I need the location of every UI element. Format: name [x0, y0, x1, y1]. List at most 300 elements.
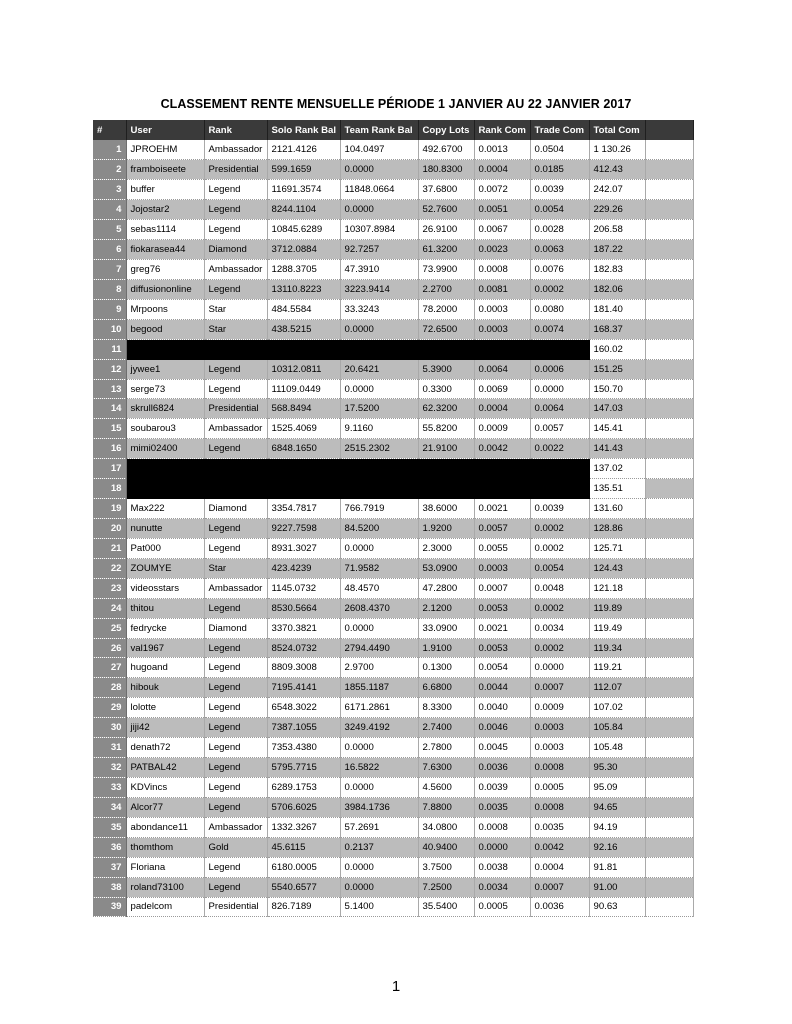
table-row [93, 897, 693, 917]
redacted-cell [126, 339, 204, 359]
team-rank-bal-cell: 0.0000 [340, 618, 418, 638]
copy-lots-cell: 53.0900 [418, 558, 474, 578]
row-index: 16 [93, 439, 126, 459]
team-rank-bal-cell: 1855.1187 [340, 678, 418, 698]
rank-com-cell: 0.0039 [474, 778, 530, 798]
trade-com-cell: 0.0009 [530, 698, 589, 718]
solo-rank-bal-cell: 5540.6577 [267, 877, 340, 897]
row-index: 9 [93, 299, 126, 319]
team-rank-bal-cell: 0.0000 [340, 877, 418, 897]
copy-lots-cell: 5.3900 [418, 359, 474, 379]
rank-cell: Diamond [204, 618, 267, 638]
user-cell: begood [126, 319, 204, 339]
copy-lots-cell: 0.1300 [418, 658, 474, 678]
total-com-cell: 206.58 [589, 220, 645, 240]
redacted-cell [267, 459, 340, 479]
empty-cell [645, 817, 693, 837]
rank-com-cell: 0.0003 [474, 558, 530, 578]
solo-rank-bal-cell: 45.6115 [267, 837, 340, 857]
team-rank-bal-cell: 3223.9414 [340, 279, 418, 299]
rank-com-cell: 0.0036 [474, 758, 530, 778]
team-rank-bal-cell: 11848.0664 [340, 180, 418, 200]
empty-cell [645, 638, 693, 658]
trade-com-cell: 0.0036 [530, 897, 589, 917]
user-cell: sebas1114 [126, 220, 204, 240]
empty-cell [645, 220, 693, 240]
team-rank-bal-cell: 9.1160 [340, 419, 418, 439]
solo-rank-bal-cell: 6289.1753 [267, 778, 340, 798]
rank-cell: Legend [204, 359, 267, 379]
total-com-cell: 91.00 [589, 877, 645, 897]
team-rank-bal-cell: 71.9582 [340, 558, 418, 578]
row-index: 2 [93, 160, 126, 180]
user-cell: lolotte [126, 698, 204, 718]
row-index: 13 [93, 379, 126, 399]
rank-com-cell: 0.0046 [474, 718, 530, 738]
empty-cell [645, 240, 693, 260]
solo-rank-bal-cell: 10312.0811 [267, 359, 340, 379]
row-index: 5 [93, 220, 126, 240]
copy-lots-cell: 40.9400 [418, 837, 474, 857]
row-index: 14 [93, 399, 126, 419]
solo-rank-bal-cell: 1525.4069 [267, 419, 340, 439]
solo-rank-bal-cell: 1145.0732 [267, 578, 340, 598]
copy-lots-cell: 2.2700 [418, 279, 474, 299]
table-row [93, 698, 693, 718]
total-com-cell: 124.43 [589, 558, 645, 578]
redacted-cell [474, 479, 530, 499]
user-cell: padelcom [126, 897, 204, 917]
row-index: 19 [93, 499, 126, 519]
empty-cell [645, 459, 693, 479]
total-com-cell: 242.07 [589, 180, 645, 200]
table-row [93, 439, 693, 459]
user-cell: hugoand [126, 658, 204, 678]
row-index: 20 [93, 519, 126, 539]
rank-cell: Presidential [204, 160, 267, 180]
column-header-rank: Rank [204, 120, 267, 140]
team-rank-bal-cell: 10307.8984 [340, 220, 418, 240]
row-index: 10 [93, 319, 126, 339]
rank-com-cell: 0.0007 [474, 578, 530, 598]
team-rank-bal-cell: 57.2691 [340, 817, 418, 837]
team-rank-bal-cell: 2.9700 [340, 658, 418, 678]
row-index: 11 [93, 339, 126, 359]
table-row [93, 558, 693, 578]
rank-cell: Ambassador [204, 140, 267, 160]
team-rank-bal-cell: 104.0497 [340, 140, 418, 160]
user-cell: buffer [126, 180, 204, 200]
redacted-table-row [93, 479, 693, 499]
table-row [93, 678, 693, 698]
column-header-solo-rank-bal: Solo Rank Bal [267, 120, 340, 140]
solo-rank-bal-cell: 6548.3022 [267, 698, 340, 718]
row-index: 37 [93, 857, 126, 877]
team-rank-bal-cell: 20.6421 [340, 359, 418, 379]
team-rank-bal-cell: 84.5200 [340, 519, 418, 539]
trade-com-cell: 0.0076 [530, 260, 589, 280]
copy-lots-cell: 6.6800 [418, 678, 474, 698]
table-row [93, 778, 693, 798]
redacted-cell [418, 339, 474, 359]
rank-com-cell: 0.0003 [474, 319, 530, 339]
user-cell: fiokarasea44 [126, 240, 204, 260]
redacted-cell [340, 339, 418, 359]
user-cell: thitou [126, 598, 204, 618]
column-header-user: User [126, 120, 204, 140]
table-row [93, 399, 693, 419]
rank-com-cell: 0.0021 [474, 618, 530, 638]
rank-cell: Ambassador [204, 817, 267, 837]
empty-cell [645, 399, 693, 419]
rank-com-cell: 0.0040 [474, 698, 530, 718]
copy-lots-cell: 1.9200 [418, 519, 474, 539]
row-index: 22 [93, 558, 126, 578]
table-row [93, 279, 693, 299]
copy-lots-cell: 0.3300 [418, 379, 474, 399]
trade-com-cell: 0.0002 [530, 538, 589, 558]
table-row [93, 738, 693, 758]
user-cell: ZOUMYE [126, 558, 204, 578]
user-cell: roland73100 [126, 877, 204, 897]
user-cell: Max222 [126, 499, 204, 519]
total-com-cell: 150.70 [589, 379, 645, 399]
copy-lots-cell: 7.2500 [418, 877, 474, 897]
team-rank-bal-cell: 47.3910 [340, 260, 418, 280]
user-cell: Floriana [126, 857, 204, 877]
rank-com-cell: 0.0034 [474, 877, 530, 897]
user-cell: jywee1 [126, 359, 204, 379]
row-index: 6 [93, 240, 126, 260]
total-com-cell: 181.40 [589, 299, 645, 319]
redacted-cell [340, 459, 418, 479]
copy-lots-cell: 73.9900 [418, 260, 474, 280]
user-cell: denath72 [126, 738, 204, 758]
rank-cell: Legend [204, 877, 267, 897]
trade-com-cell: 0.0003 [530, 738, 589, 758]
page-number: 1 [391, 978, 401, 995]
table-body [93, 140, 693, 917]
trade-com-cell: 0.0000 [530, 379, 589, 399]
total-com-cell: 119.49 [589, 618, 645, 638]
trade-com-cell: 0.0057 [530, 419, 589, 439]
total-com-cell: 131.60 [589, 499, 645, 519]
rank-cell: Legend [204, 738, 267, 758]
rank-com-cell: 0.0072 [474, 180, 530, 200]
solo-rank-bal-cell: 5795.7715 [267, 758, 340, 778]
rank-com-cell: 0.0067 [474, 220, 530, 240]
total-com-cell: 168.37 [589, 319, 645, 339]
rank-com-cell: 0.0013 [474, 140, 530, 160]
solo-rank-bal-cell: 8244.1104 [267, 200, 340, 220]
copy-lots-cell: 2.7400 [418, 718, 474, 738]
row-index: 36 [93, 837, 126, 857]
total-com-cell: 119.89 [589, 598, 645, 618]
row-index: 25 [93, 618, 126, 638]
rank-com-cell: 0.0000 [474, 837, 530, 857]
user-cell: framboiseete [126, 160, 204, 180]
user-cell: Jojostar2 [126, 200, 204, 220]
empty-cell [645, 200, 693, 220]
rank-com-cell: 0.0038 [474, 857, 530, 877]
trade-com-cell: 0.0022 [530, 439, 589, 459]
redacted-cell [418, 459, 474, 479]
solo-rank-bal-cell: 438.5215 [267, 319, 340, 339]
user-cell: Alcor77 [126, 797, 204, 817]
rank-com-cell: 0.0051 [474, 200, 530, 220]
redacted-cell [204, 479, 267, 499]
rank-com-cell: 0.0057 [474, 519, 530, 539]
rank-com-cell: 0.0054 [474, 658, 530, 678]
total-com-cell: 95.09 [589, 778, 645, 798]
solo-rank-bal-cell: 826.7189 [267, 897, 340, 917]
solo-rank-bal-cell: 7195.4141 [267, 678, 340, 698]
rank-com-cell: 0.0053 [474, 638, 530, 658]
trade-com-cell: 0.0063 [530, 240, 589, 260]
rank-cell: Diamond [204, 240, 267, 260]
row-index: 33 [93, 778, 126, 798]
rank-cell: Diamond [204, 499, 267, 519]
rank-cell: Ambassador [204, 260, 267, 280]
copy-lots-cell: 4.5600 [418, 778, 474, 798]
redacted-cell [418, 479, 474, 499]
total-com-cell: 128.86 [589, 519, 645, 539]
empty-cell [645, 877, 693, 897]
redacted-table-row [93, 339, 693, 359]
rank-cell: Star [204, 558, 267, 578]
rank-com-cell: 0.0008 [474, 260, 530, 280]
empty-cell [645, 857, 693, 877]
rank-com-cell: 0.0009 [474, 419, 530, 439]
total-com-cell: 119.21 [589, 658, 645, 678]
rank-com-cell: 0.0044 [474, 678, 530, 698]
empty-cell [645, 698, 693, 718]
table-row [93, 837, 693, 857]
user-cell: fedrycke [126, 618, 204, 638]
total-com-cell: 229.26 [589, 200, 645, 220]
redacted-cell [267, 339, 340, 359]
user-cell: JPROEHM [126, 140, 204, 160]
empty-cell [645, 519, 693, 539]
trade-com-cell: 0.0064 [530, 399, 589, 419]
column-header-rank-com: Rank Com [474, 120, 530, 140]
team-rank-bal-cell: 6171.2861 [340, 698, 418, 718]
copy-lots-cell: 8.3300 [418, 698, 474, 718]
table-row [93, 857, 693, 877]
rank-cell: Legend [204, 279, 267, 299]
empty-cell [645, 339, 693, 359]
total-com-cell: 119.34 [589, 638, 645, 658]
user-cell: skrull6824 [126, 399, 204, 419]
trade-com-cell: 0.0002 [530, 638, 589, 658]
total-com-cell: 135.51 [589, 479, 645, 499]
solo-rank-bal-cell: 7353.4380 [267, 738, 340, 758]
row-index: 27 [93, 658, 126, 678]
total-com-cell: 112.07 [589, 678, 645, 698]
rank-cell: Legend [204, 200, 267, 220]
rank-com-cell: 0.0003 [474, 299, 530, 319]
user-cell: nunutte [126, 519, 204, 539]
rank-com-cell: 0.0021 [474, 499, 530, 519]
empty-cell [645, 538, 693, 558]
empty-cell [645, 578, 693, 598]
user-cell: KDVincs [126, 778, 204, 798]
empty-cell [645, 299, 693, 319]
row-index: 30 [93, 718, 126, 738]
copy-lots-cell: 2.3000 [418, 538, 474, 558]
row-index: 23 [93, 578, 126, 598]
trade-com-cell: 0.0007 [530, 678, 589, 698]
solo-rank-bal-cell: 8931.3027 [267, 538, 340, 558]
table-row [93, 419, 693, 439]
team-rank-bal-cell: 0.0000 [340, 778, 418, 798]
total-com-cell: 94.65 [589, 797, 645, 817]
team-rank-bal-cell: 0.0000 [340, 857, 418, 877]
table-row [93, 578, 693, 598]
trade-com-cell: 0.0048 [530, 578, 589, 598]
copy-lots-cell: 35.5400 [418, 897, 474, 917]
copy-lots-cell: 55.8200 [418, 419, 474, 439]
user-cell: mimi02400 [126, 439, 204, 459]
table-row [93, 877, 693, 897]
total-com-cell: 1 130.26 [589, 140, 645, 160]
rank-cell: Star [204, 319, 267, 339]
redacted-cell [474, 339, 530, 359]
total-com-cell: 145.41 [589, 419, 645, 439]
solo-rank-bal-cell: 13110.8223 [267, 279, 340, 299]
solo-rank-bal-cell: 3370.3821 [267, 618, 340, 638]
solo-rank-bal-cell: 599.1659 [267, 160, 340, 180]
rank-cell: Legend [204, 698, 267, 718]
rank-cell: Presidential [204, 897, 267, 917]
table-row [93, 359, 693, 379]
user-cell: Pat000 [126, 538, 204, 558]
trade-com-cell: 0.0035 [530, 817, 589, 837]
solo-rank-bal-cell: 3354.7817 [267, 499, 340, 519]
solo-rank-bal-cell: 1332.3267 [267, 817, 340, 837]
rank-cell: Gold [204, 837, 267, 857]
total-com-cell: 90.63 [589, 897, 645, 917]
total-com-cell: 105.84 [589, 718, 645, 738]
solo-rank-bal-cell: 2121.4126 [267, 140, 340, 160]
column-header-empty [645, 120, 693, 140]
empty-cell [645, 738, 693, 758]
total-com-cell: 121.18 [589, 578, 645, 598]
trade-com-cell: 0.0002 [530, 279, 589, 299]
empty-cell [645, 279, 693, 299]
empty-cell [645, 618, 693, 638]
team-rank-bal-cell: 16.5822 [340, 758, 418, 778]
total-com-cell: 92.16 [589, 837, 645, 857]
redacted-cell [204, 459, 267, 479]
rank-com-cell: 0.0008 [474, 817, 530, 837]
copy-lots-cell: 72.6500 [418, 319, 474, 339]
rank-cell: Legend [204, 778, 267, 798]
copy-lots-cell: 34.0800 [418, 817, 474, 837]
rank-cell: Legend [204, 379, 267, 399]
trade-com-cell: 0.0080 [530, 299, 589, 319]
row-index: 18 [93, 479, 126, 499]
rank-com-cell: 0.0023 [474, 240, 530, 260]
column-header-trade-com: Trade Com [530, 120, 589, 140]
table-row [93, 538, 693, 558]
row-index: 3 [93, 180, 126, 200]
rank-cell: Legend [204, 180, 267, 200]
trade-com-cell: 0.0185 [530, 160, 589, 180]
solo-rank-bal-cell: 8530.5664 [267, 598, 340, 618]
row-index: 35 [93, 817, 126, 837]
row-index: 31 [93, 738, 126, 758]
rank-com-cell: 0.0045 [474, 738, 530, 758]
user-cell: diffusiononline [126, 279, 204, 299]
copy-lots-cell: 62.3200 [418, 399, 474, 419]
trade-com-cell: 0.0039 [530, 180, 589, 200]
rank-com-cell: 0.0035 [474, 797, 530, 817]
copy-lots-cell: 1.9100 [418, 638, 474, 658]
trade-com-cell: 0.0074 [530, 319, 589, 339]
empty-cell [645, 319, 693, 339]
rank-cell: Legend [204, 638, 267, 658]
row-index: 26 [93, 638, 126, 658]
column-header-total-com: Total Com [589, 120, 645, 140]
empty-cell [645, 479, 693, 499]
copy-lots-cell: 33.0900 [418, 618, 474, 638]
redacted-cell [267, 479, 340, 499]
solo-rank-bal-cell: 11109.0449 [267, 379, 340, 399]
solo-rank-bal-cell: 11691.3574 [267, 180, 340, 200]
copy-lots-cell: 61.3200 [418, 240, 474, 260]
empty-cell [645, 379, 693, 399]
empty-cell [645, 598, 693, 618]
solo-rank-bal-cell: 10845.6289 [267, 220, 340, 240]
user-cell: hibouk [126, 678, 204, 698]
rank-com-cell: 0.0004 [474, 399, 530, 419]
empty-cell [645, 260, 693, 280]
total-com-cell: 182.06 [589, 279, 645, 299]
redacted-cell [204, 339, 267, 359]
rank-cell: Legend [204, 439, 267, 459]
user-cell: Mrpoons [126, 299, 204, 319]
rank-cell: Legend [204, 519, 267, 539]
total-com-cell: 182.83 [589, 260, 645, 280]
empty-cell [645, 718, 693, 738]
total-com-cell: 95.30 [589, 758, 645, 778]
total-com-cell: 151.25 [589, 359, 645, 379]
user-cell: videosstars [126, 578, 204, 598]
empty-cell [645, 439, 693, 459]
row-index: 32 [93, 758, 126, 778]
table-row [93, 240, 693, 260]
trade-com-cell: 0.0007 [530, 877, 589, 897]
total-com-cell: 125.71 [589, 538, 645, 558]
redacted-cell [530, 479, 589, 499]
rank-cell: Ambassador [204, 578, 267, 598]
table-row [93, 598, 693, 618]
trade-com-cell: 0.0028 [530, 220, 589, 240]
row-index: 29 [93, 698, 126, 718]
total-com-cell: 141.43 [589, 439, 645, 459]
copy-lots-cell: 3.7500 [418, 857, 474, 877]
team-rank-bal-cell: 766.7919 [340, 499, 418, 519]
empty-cell [645, 658, 693, 678]
trade-com-cell: 0.0004 [530, 857, 589, 877]
table-row [93, 140, 693, 160]
trade-com-cell: 0.0006 [530, 359, 589, 379]
empty-cell [645, 558, 693, 578]
rank-cell: Legend [204, 857, 267, 877]
copy-lots-cell: 2.7800 [418, 738, 474, 758]
solo-rank-bal-cell: 6180.0005 [267, 857, 340, 877]
